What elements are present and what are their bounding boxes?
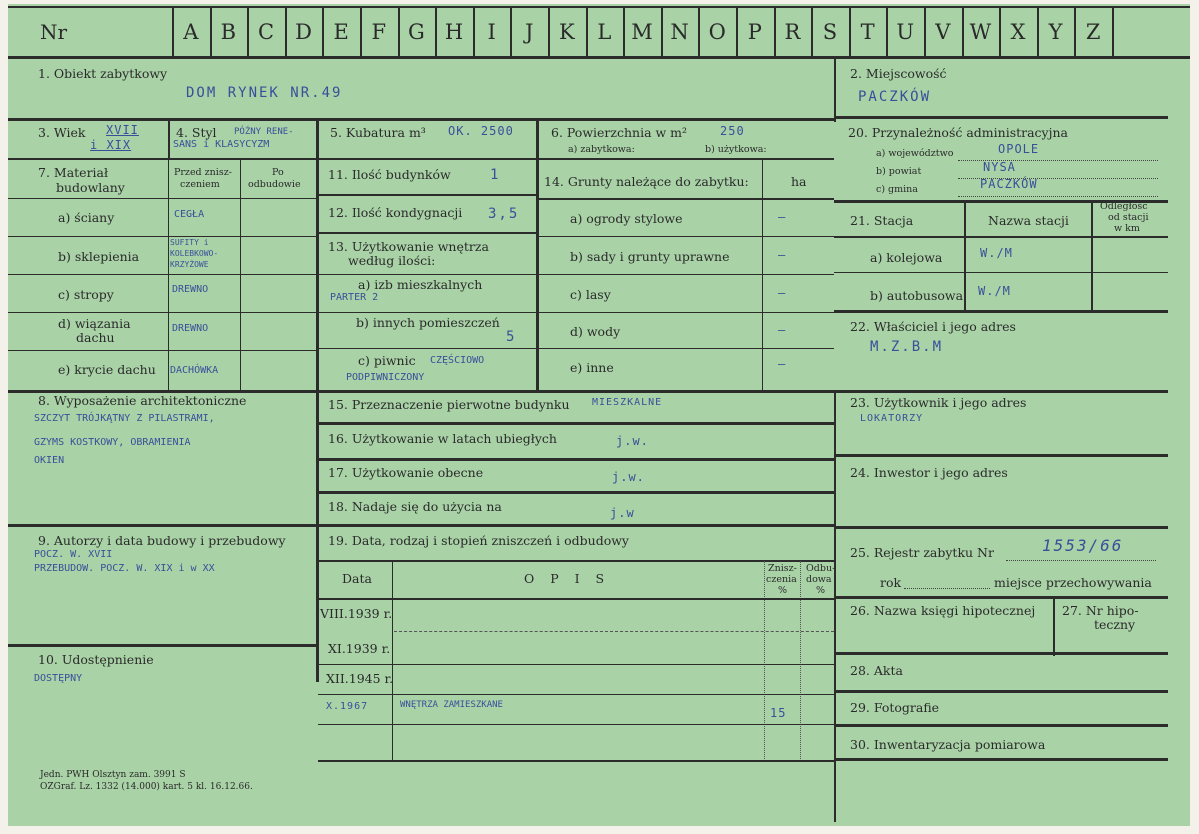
letter-divider: [1037, 6, 1039, 58]
f3-v1: XVII: [106, 123, 139, 137]
f19-opis-4: WNĘTRZA ZAMIESZKANE: [400, 700, 503, 710]
letter-divider: [1112, 6, 1114, 58]
letter-cell-y: Y: [1048, 20, 1063, 44]
f9-label: 9. Autorzy i data budowy i przebudowy: [38, 533, 286, 548]
f2-value: PACZKÓW: [858, 89, 932, 105]
inventory-card: [8, 4, 1190, 826]
f21-dist3: w km: [1114, 223, 1140, 234]
f2-label: 2. Miejscowość: [850, 66, 947, 81]
letter-divider: [285, 6, 287, 58]
f21-label: 21. Stacja: [850, 213, 914, 228]
letter-cell-f: F: [371, 20, 387, 44]
f7-row-label-c: c) stropy: [58, 287, 114, 302]
f8-l1: SZCZYT TRÓJKĄTNY Z PILASTRAMI,: [34, 413, 215, 424]
f25-miejsce: miejsce przechowywania: [994, 575, 1152, 590]
letter-divider: [548, 6, 550, 58]
f6-value: 250: [720, 124, 745, 138]
f3-label: 3. Wiek: [38, 125, 86, 140]
f4-label: 4. Styl: [176, 125, 217, 140]
letter-cell-v: V: [935, 20, 951, 44]
f22-label: 22. Właściciel i jego adres: [850, 319, 1016, 334]
f7-col1a: Przed znisz-: [174, 167, 232, 178]
letter-divider: [623, 6, 625, 58]
f19-label: 19. Data, rodzaj i stopień zniszczeń i odbudowy: [328, 533, 629, 548]
f14-val-e: —: [778, 357, 787, 371]
f21-dist1: Odległość: [1100, 201, 1148, 212]
f13-c: c) piwnic: [358, 353, 416, 368]
letter-cell-d: D: [295, 20, 313, 44]
f8-label: 8. Wyposażenie architektoniczne: [38, 393, 247, 408]
f7-row-label-d1: d) wiązania: [58, 316, 131, 331]
f10-value: DOSTĘPNY: [34, 673, 83, 684]
f14-row-b: b) sady i grunty uprawne: [570, 249, 730, 264]
f7-label1: 7. Materiał: [38, 165, 109, 180]
f6-b: b) użytkowa:: [705, 144, 767, 155]
f7-row-value-c: DREWNO: [172, 284, 209, 295]
f19-col-z1: Znisz-: [768, 563, 797, 574]
f29-label: 29. Fotografie: [850, 700, 940, 715]
f8-l2: GZYMS KOSTKOWY, OBRAMIENIA: [34, 437, 191, 448]
letter-cell-r: R: [784, 20, 801, 44]
letter-cell-u: U: [896, 20, 915, 44]
f21-a: a) kolejowa: [870, 250, 943, 265]
f6-a: a) zabytkowa:: [568, 144, 635, 155]
letter-cell-i: I: [487, 20, 496, 44]
f8-l3: OKIEN: [34, 455, 65, 466]
f7-row-label-a: a) ściany: [58, 210, 115, 225]
f17-label: 17. Użytkowanie obecne: [328, 465, 484, 480]
f19-col-o2: dowa: [806, 574, 832, 585]
f13-b: b) innych pomieszczeń: [356, 315, 500, 330]
letter-cell-e: E: [333, 20, 349, 44]
letter-cell-w: W: [969, 20, 992, 44]
f20-b: b) powiat: [876, 166, 922, 177]
f18-value: j.w: [610, 506, 635, 520]
letter-cell-s: S: [822, 20, 838, 44]
f14-row-a: a) ogrody stylowe: [570, 211, 683, 226]
footer-line-1: Jedn. PWH Olsztyn zam. 3991 S: [40, 770, 186, 780]
f15-value: MIESZKALNE: [592, 397, 663, 408]
f25-value: 1553/66: [1042, 536, 1124, 555]
letter-divider: [210, 6, 212, 58]
f14-val-d: —: [778, 323, 787, 337]
letter-divider: [774, 6, 776, 58]
f18-label: 18. Nadaje się do użycia na: [328, 499, 502, 514]
f13-cv2: PODPIWNICZONY: [346, 372, 425, 383]
f5-value: OK. 2500: [448, 124, 514, 138]
f11-label: 11. Ilość budynków: [328, 167, 451, 182]
f12-label: 12. Ilość kondygnacji: [328, 205, 463, 220]
letter-divider: [247, 6, 249, 58]
f20-av: OPOLE: [998, 142, 1040, 156]
f21-bv: W./M: [978, 284, 1011, 298]
f7-col1b: czeniem: [180, 179, 220, 190]
f19-col-o3: %: [816, 585, 826, 596]
f19-col-z2: czenia: [766, 574, 797, 585]
letter-divider: [360, 6, 362, 58]
f4-v1: PÓŹNY RENE-: [234, 127, 294, 137]
letter-cell-c: C: [257, 20, 275, 44]
letter-cell-t: T: [860, 20, 875, 44]
f13-a: a) izb mieszkalnych: [358, 277, 483, 292]
letter-cell-m: M: [631, 20, 653, 44]
f4-v2: SANS i KLASYCYZM: [173, 139, 270, 150]
f21-dist2: od stacji: [1108, 212, 1149, 223]
f14-row-d: d) wody: [570, 324, 621, 339]
f9-l2: PRZEBUDOW. POCZ. W. XIX i w XX: [34, 563, 215, 574]
f20-bv: NYSA: [983, 160, 1016, 174]
f7-row-label-e: e) krycie dachu: [58, 362, 156, 377]
f19-date-4: X.1967: [326, 701, 369, 712]
f27-label2: teczny: [1094, 617, 1136, 632]
f11-value: 1: [490, 167, 501, 183]
f7-col2b: odbudowie: [248, 179, 301, 190]
f16-label: 16. Użytkowanie w latach ubiegłych: [328, 431, 557, 446]
f13-av: PARTER 2: [330, 292, 379, 303]
f15-label: 15. Przeznaczenie pierwotne budynku: [328, 397, 570, 412]
letter-divider: [999, 6, 1001, 58]
f21-col: Nazwa stacji: [988, 213, 1069, 228]
f13-label2: według ilości:: [348, 253, 436, 268]
f21-b: b) autobusowa: [870, 288, 964, 303]
letter-divider: [473, 6, 475, 58]
f7-row-value-a: CEGŁA: [174, 209, 205, 220]
f24-label: 24. Inwestor i jego adres: [850, 465, 1008, 480]
letter-cell-z: Z: [1085, 20, 1101, 44]
f19-col-z3: %: [778, 585, 788, 596]
f25-label: 25. Rejestr zabytku Nr: [850, 545, 994, 560]
f10-label: 10. Udostępnienie: [38, 652, 154, 667]
f19-col-date: Data: [342, 571, 372, 586]
f5-label: 5. Kubatura m³: [330, 125, 426, 140]
f3-v2: i XIX: [90, 138, 132, 152]
letter-cell-n: N: [670, 20, 689, 44]
letter-divider: [661, 6, 663, 58]
f17-value: j.w.: [612, 470, 645, 484]
f7-row-value-e: DACHÓWKA: [170, 365, 219, 376]
f20-cv: PACZKÓW: [980, 177, 1038, 191]
f14-val-c: —: [778, 286, 787, 300]
f7-row-value-b1: SUFITY i: [170, 238, 209, 247]
f16-value: j.w.: [616, 434, 649, 448]
f20-label: 20. Przynależność administracyjna: [848, 125, 1068, 140]
f7-col2a: Po: [272, 167, 284, 178]
letter-divider: [924, 6, 926, 58]
f23-value: LOKATORZY: [860, 413, 924, 424]
letter-divider: [962, 6, 964, 58]
letter-divider: [849, 6, 851, 58]
f14-row-e: e) inne: [570, 360, 614, 375]
f19-date-2: XI.1939 r.: [328, 641, 391, 656]
f27-label1: 27. Nr hipo-: [1062, 603, 1139, 618]
f7-row-value-b3: KRZYŻOWE: [170, 260, 209, 269]
letter-cell-b: B: [220, 20, 237, 44]
f19-col-opis: O P I S: [524, 571, 611, 586]
letter-divider: [736, 6, 738, 58]
letter-divider: [698, 6, 700, 58]
f7-label2: budowlany: [56, 180, 125, 195]
letter-cell-j: J: [524, 20, 534, 44]
letter-divider: [811, 6, 813, 58]
f1-value: DOM RYNEK NR.49: [186, 85, 343, 101]
f26-label: 26. Nazwa księgi hipotecznej: [850, 603, 1036, 618]
f14-unit: ha: [791, 174, 807, 189]
f14-label: 14. Grunty należące do zabytku:: [544, 174, 749, 189]
f12-value: 3,5: [488, 206, 520, 222]
letter-cell-k: K: [558, 20, 575, 44]
f14-val-b: —: [778, 248, 787, 262]
letter-divider: [398, 6, 400, 58]
f28-label: 28. Akta: [850, 663, 903, 678]
footer-line-2: OZGraf. Lz. 1332 (14.000) kart. 5 kl. 16.12.66.: [40, 782, 253, 792]
letter-divider: [510, 6, 512, 58]
letter-cell-l: L: [597, 20, 612, 44]
letter-divider: [435, 6, 437, 58]
f25-rok: rok: [880, 575, 902, 590]
f6-label: 6. Powierzchnia w m²: [551, 125, 688, 140]
letter-cell-h: H: [444, 20, 464, 44]
f23-label: 23. Użytkownik i jego adres: [850, 395, 1027, 410]
letter-cell-p: P: [747, 20, 762, 44]
f13-cv1: CZĘŚCIOWO: [430, 355, 485, 366]
letter-divider: [886, 6, 888, 58]
letter-divider: [1074, 6, 1076, 58]
f20-a: a) województwo: [876, 148, 954, 159]
letter-divider: [586, 6, 588, 58]
f22-value: M.Z.B.M: [870, 339, 944, 355]
letter-cell-g: G: [408, 20, 425, 44]
f7-row-value-d: DREWNO: [172, 323, 209, 334]
nr-label: Nr: [40, 20, 68, 44]
f7-row-label-d2: dachu: [76, 330, 115, 345]
f13-label1: 13. Użytkowanie wnętrza: [328, 239, 489, 254]
f20-c: c) gmina: [876, 184, 918, 195]
letter-divider: [322, 6, 324, 58]
f1-label: 1. Obiekt zabytkowy: [38, 66, 168, 81]
f14-val-a: —: [778, 210, 787, 224]
letter-divider: [172, 6, 174, 58]
f7-row-value-b2: KOLEBKOWO-: [170, 249, 219, 258]
letter-cell-a: A: [183, 20, 199, 44]
f19-date-3: XII.1945 r.: [326, 671, 394, 686]
f21-av: W./M: [980, 246, 1013, 260]
letter-cell-x: X: [1010, 20, 1026, 44]
f13-bv: 5: [506, 329, 517, 345]
f14-row-c: c) lasy: [570, 287, 611, 302]
letter-cell-o: O: [708, 20, 726, 44]
f19-col-o1: Odbu-: [806, 563, 836, 574]
f9-l1: POCZ. W. XVII: [34, 549, 113, 560]
f19-date-1: VIII.1939 r.: [320, 606, 393, 621]
f7-row-label-b: b) sklepienia: [58, 249, 140, 264]
f30-label: 30. Inwentaryzacja pomiarowa: [850, 737, 1046, 752]
f19-z-4: 15: [770, 706, 787, 720]
